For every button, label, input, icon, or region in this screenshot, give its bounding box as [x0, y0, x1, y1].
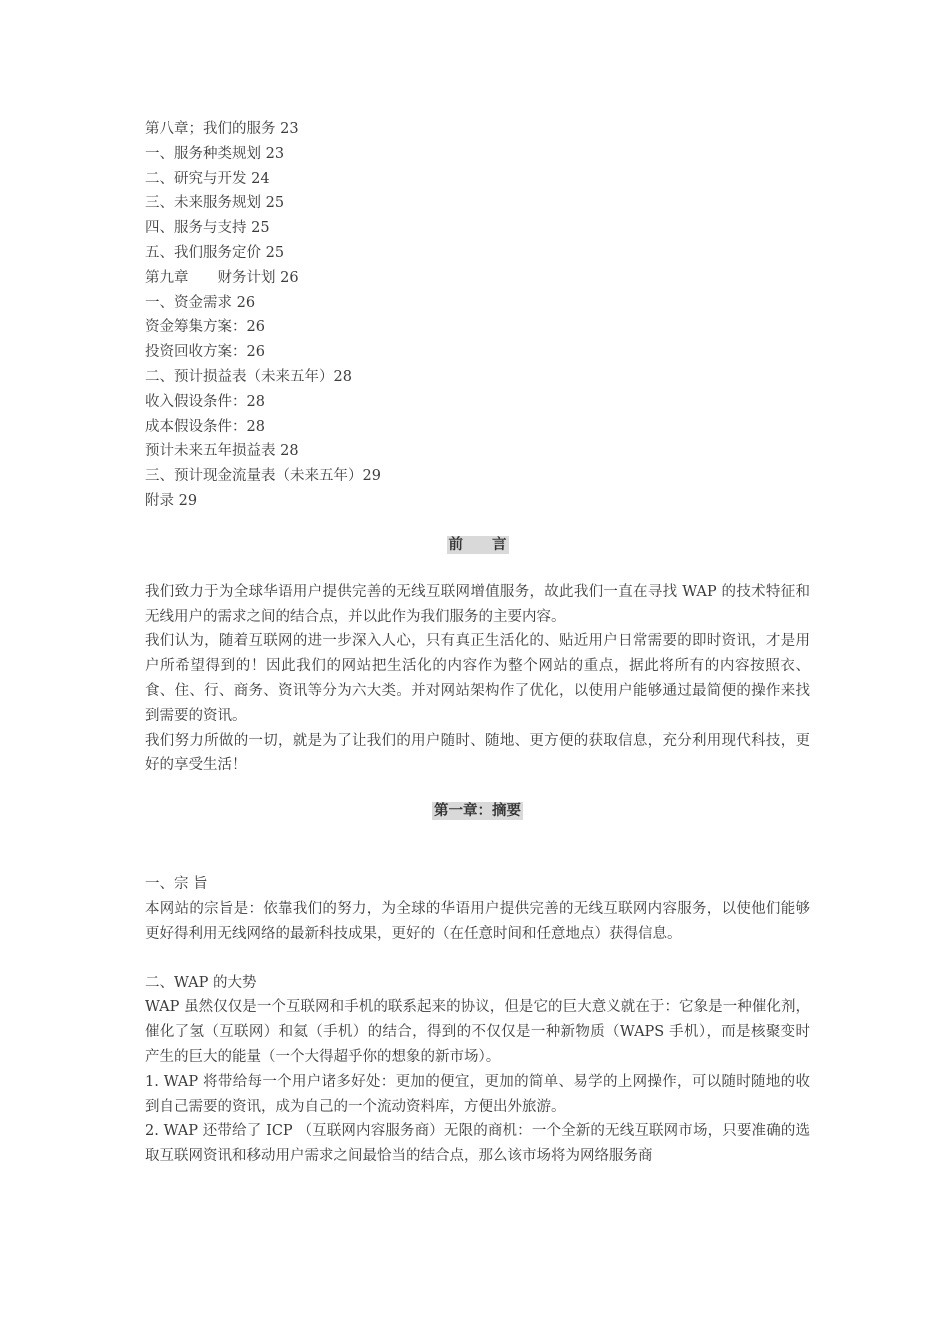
table-of-contents: [145, 117, 810, 514]
chapter-title: 第一章：摘要: [434, 802, 521, 820]
section-paragraph: WAP 虽然仅仅是一个互联网和手机的联系起来的协议，但是它的巨大意义就在于：它象是一种催化剂，催化了氢（互联网）和氦（手机）的结合，得到的不仅仅是一种新物质（WAPS 手机），而是核聚变时产生的巨大的能量（一个大得超乎你的想象的新市场）。: [145, 999, 810, 1065]
preface-section: [145, 536, 810, 778]
toc-entry: 投资回收方案：26: [145, 344, 265, 361]
toc-entry: 资金筹集方案：26: [145, 319, 265, 336]
toc-entry: 一、服务种类规划 23: [145, 145, 285, 162]
section-heading: 一、宗 旨: [145, 876, 208, 893]
toc-entry: 附录 29: [145, 492, 198, 509]
toc-entry: 四、服务与支持 25: [145, 220, 270, 237]
wap-trend-section: [145, 971, 810, 1169]
toc-entry: 成本假设条件：28: [145, 418, 265, 435]
preface-paragraph: 我们认为，随着互联网的进一步深入人心，只有真正生活化的、贴近用户日常需要的即时资讯，才是用户所希望得到的！因此我们的网站把生活化的内容作为整个网站的重点，据此将所有的内容按照衣、食、住、行、商务、资讯等分为六大类。并对网站架构作了优化，以使用户能够通过最简便的操作来找到需要的资讯。: [145, 633, 810, 724]
section-heading: 二、WAP 的大势: [145, 974, 257, 991]
toc-entry: 预计未来五年损益表 28: [145, 443, 299, 460]
section-paragraph: 1. WAP 将带给每一个用户诸多好处：更加的便宜，更加的简单、易学的上网操作，可以随时随地的收到自己需要的资讯，成为自己的一个流动资料库，方便出外旅游。: [145, 1073, 810, 1115]
toc-entry: 三、未来服务规划 25: [145, 195, 285, 212]
chapter-1-section: [145, 802, 810, 1169]
toc-entry: 五、我们服务定价 25: [145, 244, 285, 261]
toc-entry: 一、资金需求 26: [145, 294, 256, 311]
toc-entry: 第九章 财务计划 26: [145, 269, 299, 286]
preface-paragraph: 我们致力于为全球华语用户提供完善的无线互联网增值服务，故此我们一直在寻找 WAP 的技术特征和无线用户的需求之间的结合点，并以此作为我们服务的主要内容。: [145, 583, 810, 625]
document-page: [145, 117, 810, 1169]
toc-entry: 第八章；我们的服务 23: [145, 121, 299, 137]
purpose-section: [145, 872, 810, 946]
toc-entry: 三、预计现金流量表（未来五年）29: [145, 468, 381, 485]
toc-entry: 二、预计损益表（未来五年）28: [145, 368, 352, 385]
preface-title: 前 言: [448, 535, 507, 553]
section-paragraph: 2. WAP 还带给了 ICP （互联网内容服务商）无限的商机：一个全新的无线互联网市场，只要准确的选取互联网资讯和移动用户需求之间最恰当的结合点，那么该市场将为网络服务商: [145, 1123, 810, 1165]
section-paragraph: 本网站的宗旨是：依靠我们的努力，为全球的华语用户提供完善的无线互联网内容服务，以使他们能够更好得利用无线网络的最新科技成果，更好的（在任意时间和任意地点）获得信息。: [145, 900, 810, 942]
preface-paragraph: 我们努力所做的一切，就是为了让我们的用户随时、随地、更方便的获取信息，充分利用现代科技，更好的享受生活！: [145, 732, 810, 774]
toc-entry: 收入假设条件：28: [145, 393, 265, 410]
toc-entry: 二、研究与开发 24: [145, 170, 270, 187]
